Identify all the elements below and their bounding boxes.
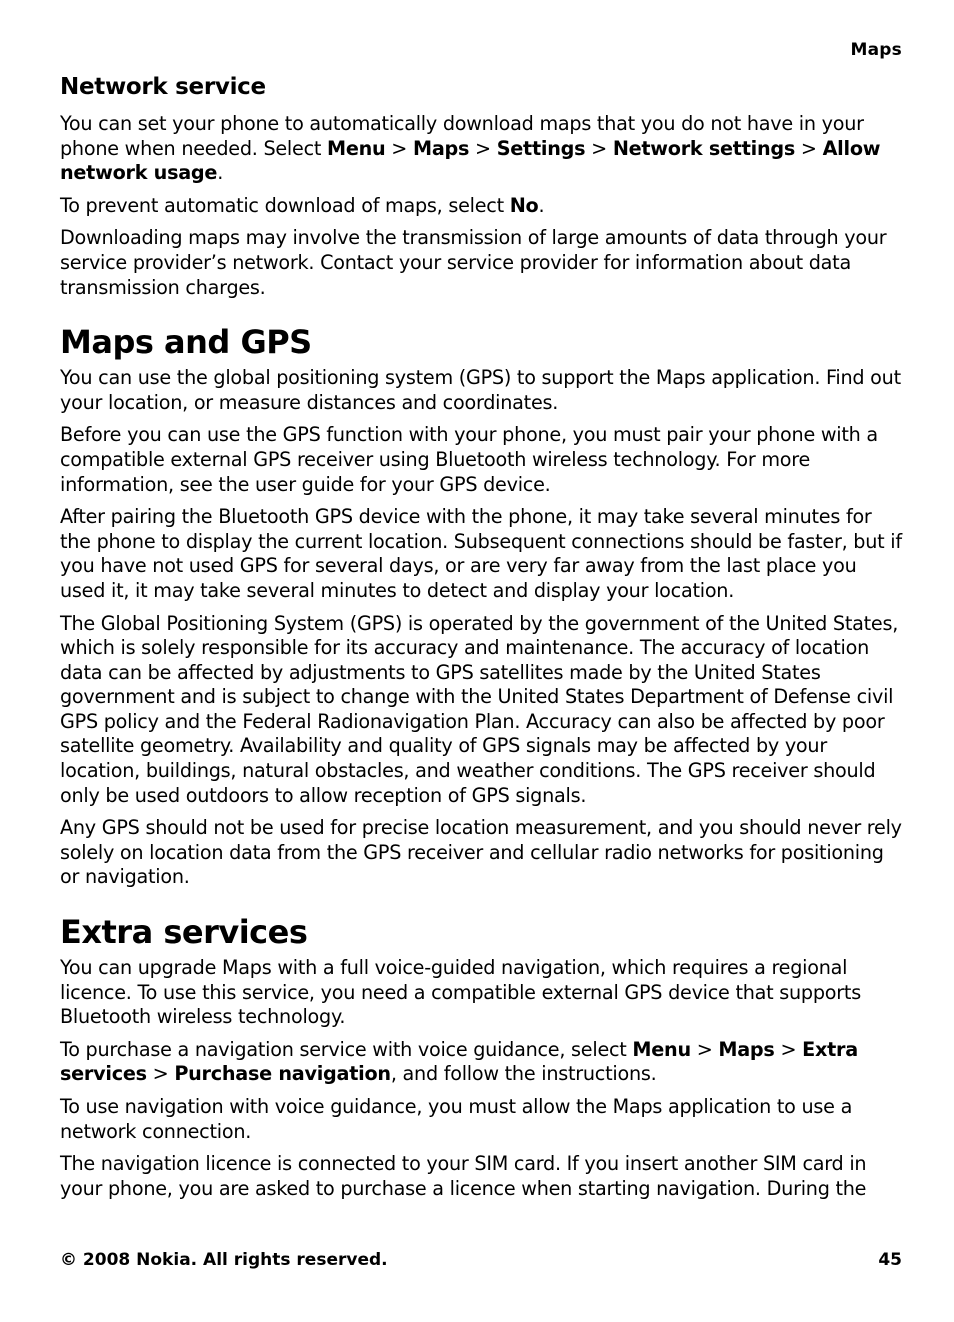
maps-gps-paragraph-5: Any GPS should not be used for precise location measurement, and you should never rely solely on location data from the GPS receiver and cellular radio networks for positioning or navigation.	[60, 816, 902, 889]
page-number: 45	[878, 1250, 902, 1270]
maps-gps-paragraph-1: You can use the global positioning system (GPS) to support the Maps application. Find out your location, or measure distances and coordinates.	[60, 366, 901, 414]
maps-gps-paragraph-4: The Global Positioning System (GPS) is operated by the government of the United States, which is solely responsible for its accuracy and maintenance. The accuracy of location data can be affected by adjustments to GPS satellites made by the United States government and is subject to change with the United States Department of Defense civil GPS policy and the Federal Radionavigation Plan. Accuracy can also be affected by poor satellite geometry. Availability and quality of GPS signals may be affected by your location, buildings, natural obstacles, and weather conditions. The GPS receiver should only be used outdoors to allow reception of GPS signals.	[60, 611, 899, 807]
menu-path-menu: Menu	[632, 1037, 691, 1061]
menu-path-allow-network-usage: Allow network usage	[60, 136, 881, 185]
extra-services-paragraph-1: You can upgrade Maps with a full voice-guided navigation, which requires a regional licence. To use this service, you need a compatible external GPS device that supports Bluetooth wireless technology.	[60, 956, 861, 1029]
extra-services-heading: Extra services	[60, 913, 308, 952]
copyright-notice: © 2008 Nokia. All rights reserved.	[60, 1250, 388, 1270]
menu-path-maps: Maps	[718, 1037, 775, 1061]
menu-path-maps: Maps	[412, 136, 470, 160]
maps-gps-paragraph-2: Before you can use the GPS function with your phone, you must pair your phone with a compatible external GPS receiver using Bluetooth wireless technology. For more information, see the user guide for your GPS device.	[60, 423, 878, 496]
network-service-paragraph-2: To prevent automatic download of maps, select No.	[60, 193, 545, 217]
menu-path-network-settings: Network settings	[612, 136, 796, 160]
menu-path-extra-services: Extra services	[60, 1037, 858, 1086]
extra-services-paragraph-2: To purchase a navigation service with voice guidance, select Menu > Maps > Extra services > Purchase navigation, and follow the instructions.	[60, 1037, 858, 1086]
network-service-paragraph-3: Downloading maps may involve the transmission of large amounts of data through your service provider’s network. Contact your service provider for information about data transmission charges.	[60, 226, 887, 299]
running-header: Maps	[850, 40, 902, 60]
menu-path-purchase-navigation: Purchase navigation	[174, 1062, 391, 1086]
network-service-paragraph-1: You can set your phone to automatically download maps that you do not have in your phone when needed. Select Menu > Maps > Settings > Network settings > Allow network usage.	[60, 112, 881, 185]
page-content	[60, 72, 905, 1209]
extra-services-paragraph-4: The navigation licence is connected to your SIM card. If you insert another SIM card in your phone, you are asked to purchase a licence when starting navigation. During the	[60, 1152, 867, 1200]
menu-path-menu: Menu	[327, 136, 386, 160]
network-service-heading: Network service	[60, 74, 266, 100]
option-no: No	[509, 193, 539, 217]
maps-gps-paragraph-3: After pairing the Bluetooth GPS device with the phone, it may take several minutes for the phone to display the current location. Subsequent connections should be faster, but if you have not used GPS for several days, or are very far away from the last place you used it, it may take several minutes to detect and display your location.	[60, 505, 902, 602]
menu-path-settings: Settings	[496, 136, 586, 160]
maps-and-gps-heading: Maps and GPS	[60, 323, 312, 362]
extra-services-paragraph-3: To use navigation with voice guidance, you must allow the Maps application to use a network connection.	[60, 1095, 853, 1143]
